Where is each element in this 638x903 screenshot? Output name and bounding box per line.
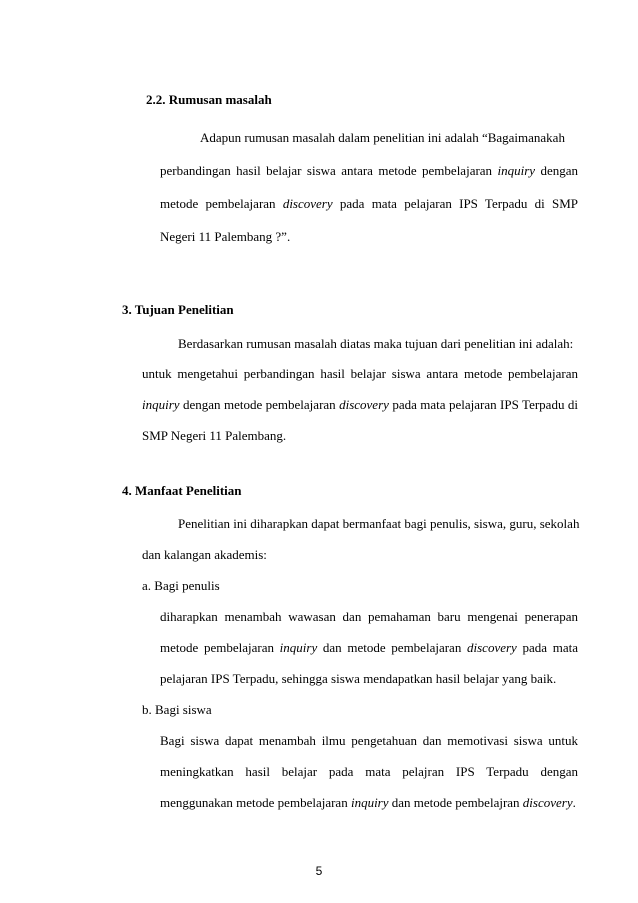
page-number: 5 (315, 864, 323, 878)
italic-term: inquiry (497, 163, 536, 178)
section-2-2-line-4: Negeri 11 Palembang ?”. (160, 229, 291, 244)
section-4-heading: 4. Manfaat Penelitian (122, 483, 242, 498)
section-2-2-line-3: metode pembelajaran discovery pada mata pelajaran IPS Terpadu di SMP (160, 196, 578, 211)
section-2-2-heading: 2.2. Rumusan masalah (146, 92, 272, 107)
section-3-line-4: SMP Negeri 11 Palembang. (142, 428, 287, 443)
item-a-line-3: pelajaran IPS Terpadu, sehingga siswa mendapatkan hasil belajar yang baik. (160, 671, 557, 686)
italic-term: discovery (522, 795, 573, 810)
item-b-line-2: meningkatkan hasil belajar pada mata pelajran IPS Terpadu dengan (160, 764, 578, 779)
section-2-2-line-1: Adapun rumusan masalah dalam penelitian ini adalah “Bagaimanakah (200, 130, 565, 145)
item-a-heading: a. Bagi penulis (142, 578, 220, 593)
item-a-line-2: metode pembelajaran inquiry dan metode pembelajaran discovery pada mata (160, 640, 578, 655)
italic-term: discovery (282, 196, 333, 211)
item-a-line-1: diharapkan menambah wawasan dan pemahaman baru mengenai penerapan (160, 609, 578, 624)
section-4-intro-line-2: dan kalangan akademis: (142, 547, 267, 562)
italic-term: discovery (467, 640, 517, 655)
section-3-line-3: inquiry dengan metode pembelajaran discovery pada mata pelajaran IPS Terpadu di (142, 397, 578, 412)
section-3-line-1: Berdasarkan rumusan masalah diatas maka tujuan dari penelitian ini adalah: (178, 336, 574, 351)
section-4-intro-line-1: Penelitian ini diharapkan dapat bermanfaat bagi penulis, siswa, guru, sekolah (178, 516, 580, 531)
item-b-line-3: menggunakan metode pembelajaran inquiry dan metode pembelajran discovery. (160, 795, 576, 810)
section-3-line-2: untuk mengetahui perbandingan hasil belajar siswa antara metode pembelajaran (142, 366, 578, 381)
italic-term: inquiry (350, 795, 389, 810)
item-b-line-1: Bagi siswa dapat menambah ilmu pengetahuan dan memotivasi siswa untuk (160, 733, 578, 748)
item-b-heading: b. Bagi siswa (142, 702, 212, 717)
italic-term: inquiry (142, 397, 180, 412)
section-3-heading: 3. Tujuan Penelitian (122, 302, 234, 317)
section-2-2-line-2: perbandingan hasil belajar siswa antara metode pembelajaran inquiry dengan (160, 163, 578, 178)
italic-term: discovery (339, 397, 389, 412)
italic-term: inquiry (279, 640, 318, 655)
